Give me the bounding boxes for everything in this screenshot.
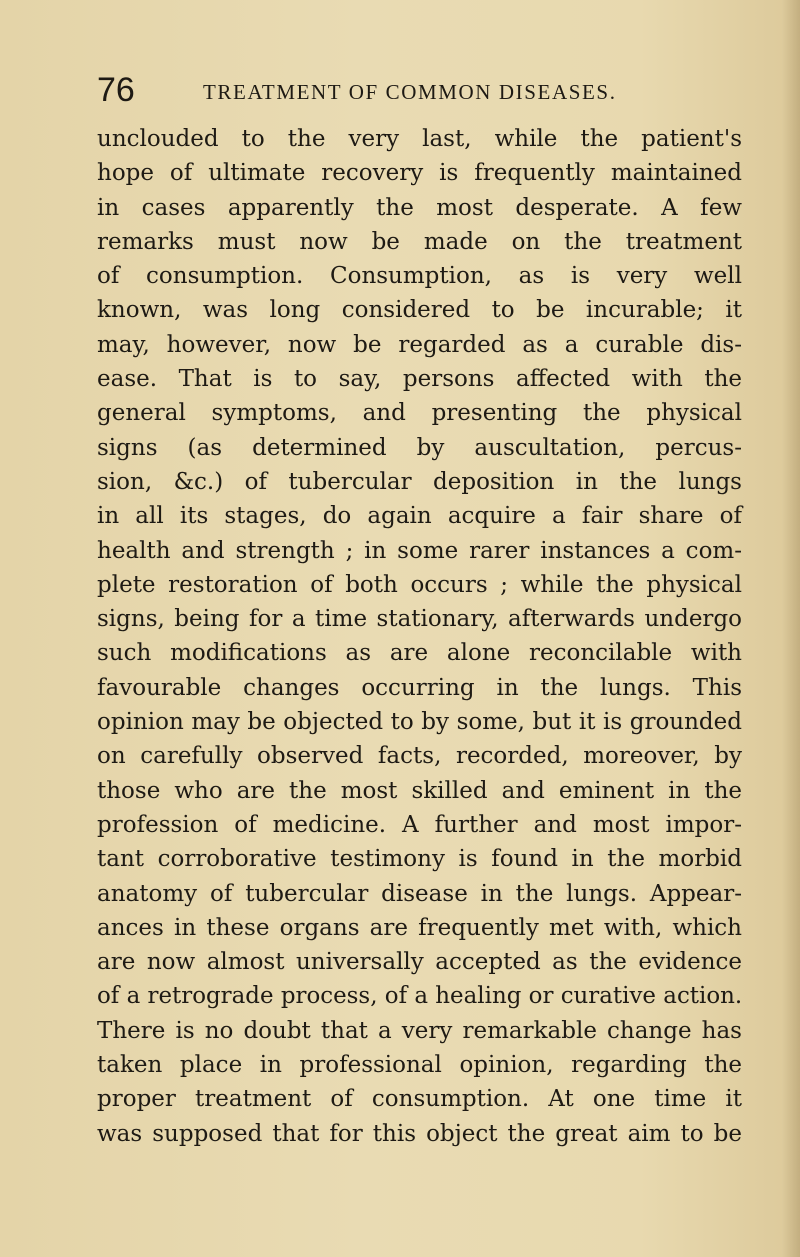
text-line: opinion may be objected to by some, but it is grounded	[97, 709, 742, 736]
text-line: in all its stages, do again acquire a fair share of	[97, 503, 742, 530]
running-head	[97, 70, 737, 110]
text-line: unclouded to the very last, while the patient's	[97, 126, 742, 152]
text-line: taken place in professional opinion, regarding the	[97, 1052, 742, 1079]
text-line: of consumption. Consumption, as is very well	[97, 263, 742, 290]
text-line: plete restoration of both occurs ; while the physical	[97, 571, 742, 598]
text-line: may, however, now be regarded as a curable dis-	[97, 331, 742, 358]
text-line: of a retrograde process, of a healing or curative action.	[97, 983, 743, 1010]
text-line: hope of ultimate recovery is frequently maintained	[97, 160, 742, 187]
text-line: proper treatment of consumption. At one time it	[97, 1086, 742, 1113]
text-line: known, was long considered to be incurable; it	[97, 297, 742, 324]
text-line: in cases apparently the most desperate. A few	[97, 194, 742, 221]
text-line: signs, being for a time stationary, afterwards undergo	[97, 606, 742, 633]
body-text	[97, 122, 742, 1151]
text-line: signs (as determined by auscultation, percus-	[97, 434, 742, 461]
page-edge-shadow	[782, 0, 800, 1257]
text-line: are now almost universally accepted as the evidence	[97, 949, 742, 976]
text-line: health and strength ; in some rarer instances a com-	[97, 537, 742, 564]
page-number: 76	[97, 71, 135, 109]
text-line: anatomy of tubercular disease in the lungs. Appear-	[97, 880, 742, 907]
text-line: on carefully observed facts, recorded, moreover, by	[97, 743, 742, 770]
text-line: tant corroborative testimony is found in the morbid	[97, 846, 742, 873]
text-line: ease. That is to say, persons affected with the	[97, 366, 742, 393]
running-title: TREATMENT OF COMMON DISEASES.	[203, 80, 617, 104]
text-line: profession of medicine. A further and most impor-	[97, 811, 742, 838]
text-line: ances in these organs are frequently met with, which	[97, 914, 742, 941]
text-line: There is no doubt that a very remarkable change has	[97, 1017, 742, 1044]
text-line: sion, &c.) of tubercular deposition in the lungs	[97, 468, 742, 495]
text-line: such modifications as are alone reconcilable with	[97, 640, 742, 667]
text-line: was supposed that for this object the great aim to be	[97, 1120, 742, 1147]
text-line: remarks must now be made on the treatment	[97, 228, 742, 255]
text-line: those who are the most skilled and eminent in the	[97, 777, 742, 804]
text-line: favourable changes occurring in the lungs. This	[97, 674, 742, 701]
text-line: general symptoms, and presenting the physical	[97, 400, 742, 427]
